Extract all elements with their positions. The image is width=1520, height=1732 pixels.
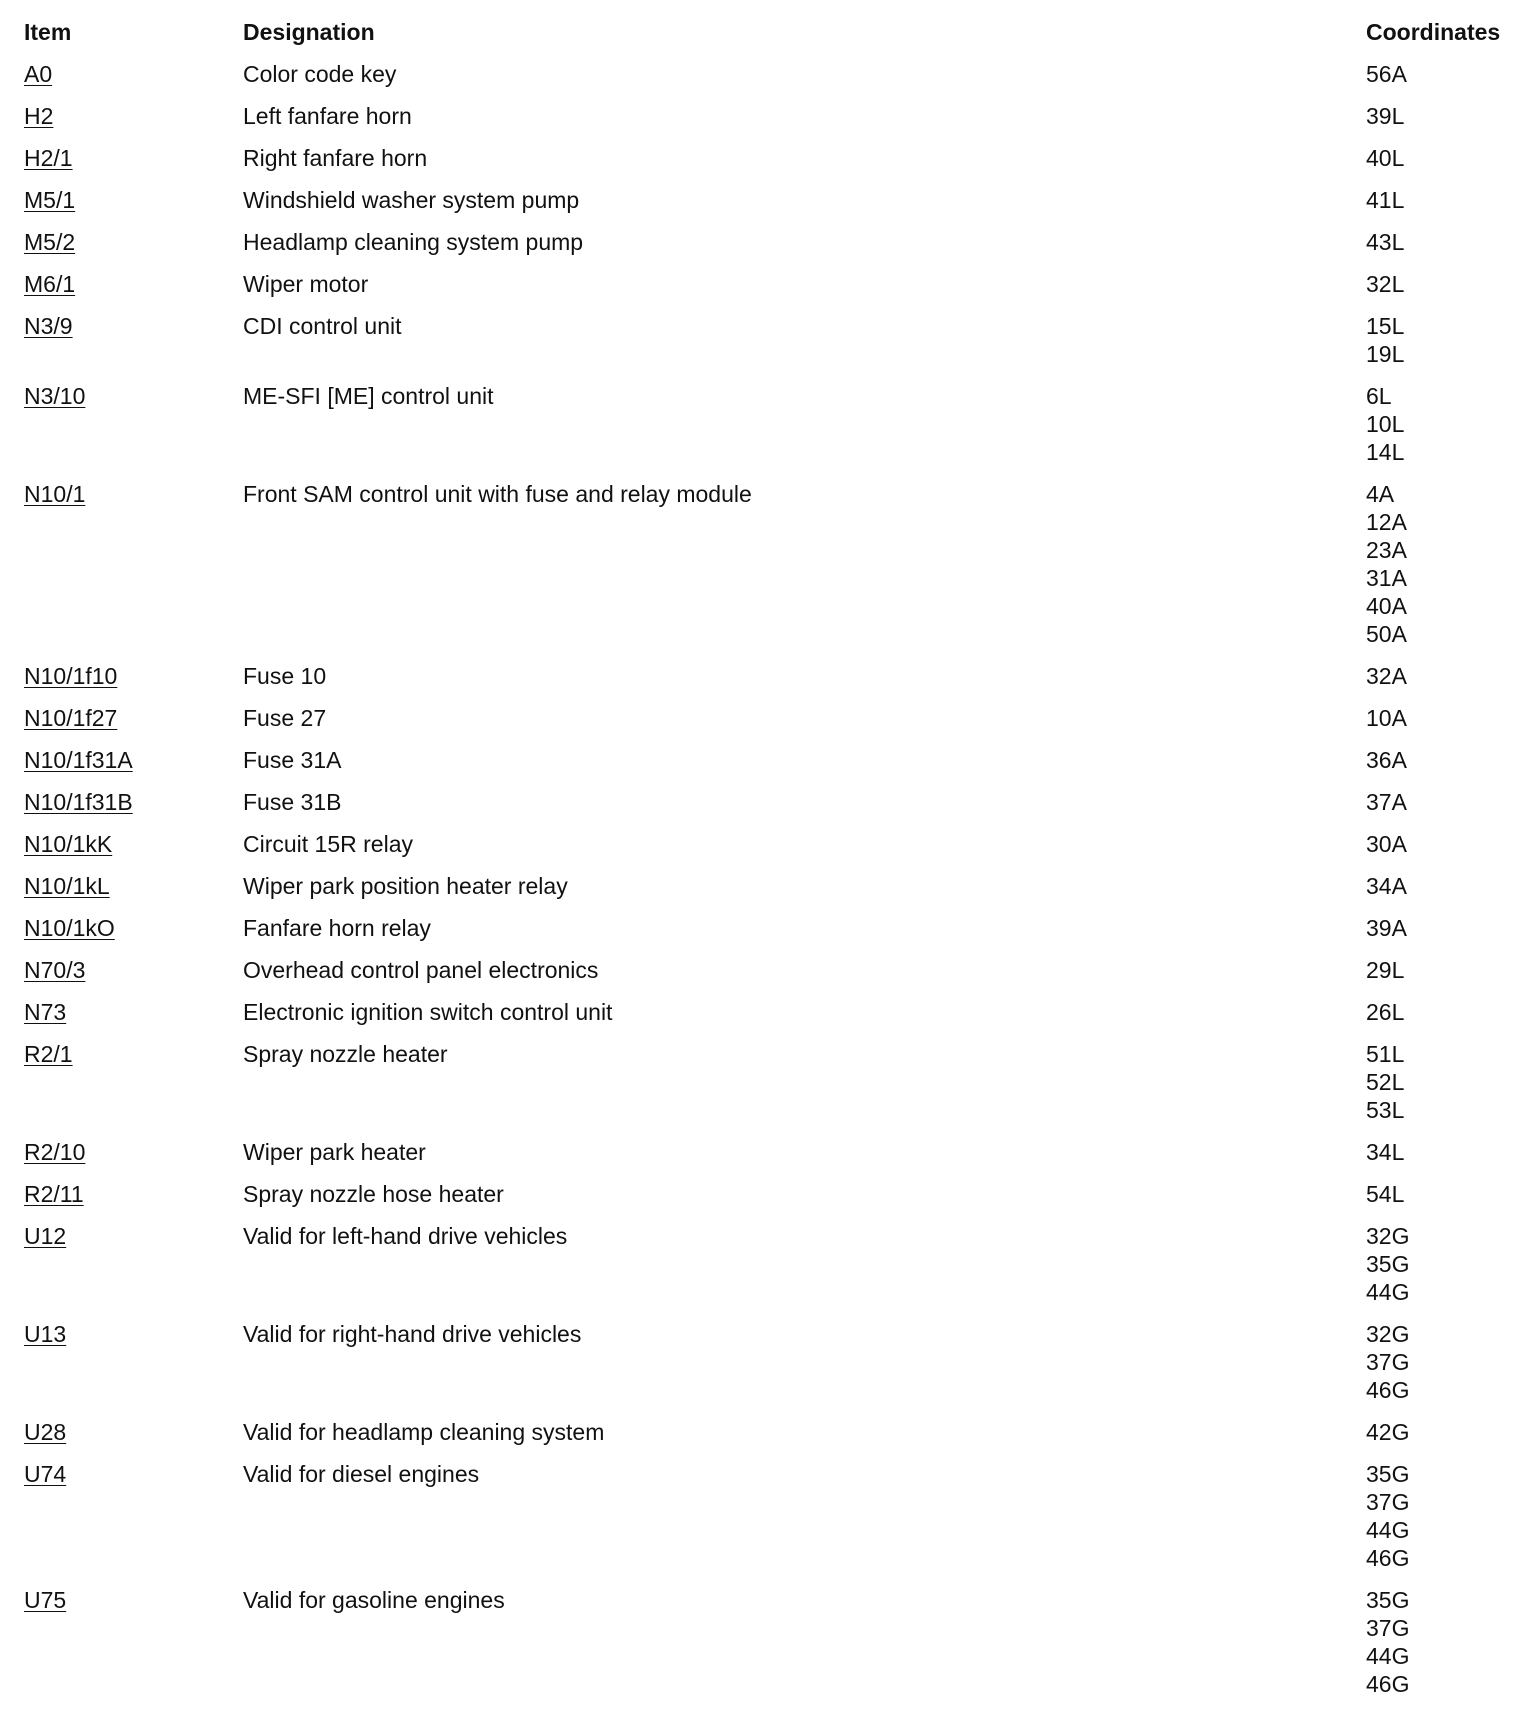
designation-cell: Circuit 15R relay [243, 831, 413, 857]
designation-cell: CDI control unit [243, 313, 402, 339]
coordinate-value: 14L [1366, 439, 1405, 465]
table-row [24, 1586, 1504, 1712]
table-row [24, 60, 1504, 102]
designation-cell: Spray nozzle hose heater [243, 1181, 504, 1207]
item-cell [24, 998, 243, 1040]
coordinates-cell [1366, 830, 1504, 872]
coordinates-cell [1366, 704, 1504, 746]
coordinate-value: 39A [1366, 915, 1407, 941]
coordinates-cell [1366, 480, 1504, 662]
item-cell [24, 746, 243, 788]
item-link[interactable]: N10/1f31B [24, 789, 133, 815]
item-cell [24, 1320, 243, 1418]
coordinates-cell [1366, 102, 1504, 144]
item-cell [24, 1180, 243, 1222]
coordinate-value: 31A [1366, 565, 1407, 591]
item-link[interactable]: N10/1kK [24, 831, 113, 857]
coordinates-cell [1366, 382, 1504, 480]
designation-cell: Fanfare horn relay [243, 915, 431, 941]
coordinates-cell [1366, 1320, 1504, 1418]
item-link[interactable]: N10/1f27 [24, 705, 118, 731]
table-row [24, 788, 1504, 830]
item-cell [24, 788, 243, 830]
designation-cell: Electronic ignition switch control unit [243, 999, 613, 1025]
item-cell [24, 704, 243, 746]
component-legend-table [24, 18, 1504, 1712]
designation-cell: Right fanfare horn [243, 145, 428, 171]
coordinates-cell [1366, 914, 1504, 956]
table-row [24, 998, 1504, 1040]
coordinate-value: 52L [1366, 1069, 1405, 1095]
coordinate-value: 40L [1366, 145, 1405, 171]
designation-cell: Overhead control panel electronics [243, 957, 599, 983]
designation-cell: ME-SFI [ME] control unit [243, 383, 494, 409]
coordinates-cell [1366, 662, 1504, 704]
item-link[interactable]: U74 [24, 1461, 67, 1487]
table-row [24, 102, 1504, 144]
item-link[interactable]: N10/1f10 [24, 663, 118, 689]
coordinate-value: 32G [1366, 1223, 1410, 1249]
item-link[interactable]: R2/1 [24, 1041, 73, 1067]
coordinate-value: 44G [1366, 1517, 1410, 1543]
coordinate-value: 41L [1366, 187, 1405, 213]
table-row [24, 228, 1504, 270]
coordinate-value: 37A [1366, 789, 1407, 815]
table-row [24, 1040, 1504, 1138]
coordinate-value: 19L [1366, 341, 1405, 367]
coordinate-value: 4A [1366, 481, 1395, 507]
item-cell [24, 480, 243, 662]
coordinate-value: 37G [1366, 1349, 1410, 1375]
item-cell [24, 102, 243, 144]
coordinate-value: 32A [1366, 663, 1407, 689]
item-link[interactable]: N3/9 [24, 313, 73, 339]
item-cell [24, 382, 243, 480]
coordinate-value: 37G [1366, 1615, 1410, 1641]
coordinate-value: 32L [1366, 271, 1405, 297]
item-link[interactable]: U13 [24, 1321, 67, 1347]
item-cell [24, 1138, 243, 1180]
designation-cell: Wiper motor [243, 271, 369, 297]
item-link[interactable]: N73 [24, 999, 67, 1025]
coordinate-value: 46G [1366, 1545, 1410, 1571]
item-cell [24, 228, 243, 270]
table-row [24, 704, 1504, 746]
header-row [24, 18, 1504, 60]
coordinate-value: 44G [1366, 1643, 1410, 1669]
coordinate-value: 23A [1366, 537, 1407, 563]
item-link[interactable]: R2/10 [24, 1139, 86, 1165]
item-link[interactable]: M6/1 [24, 271, 76, 297]
coordinate-value: 37G [1366, 1489, 1410, 1515]
coordinates-cell [1366, 1460, 1504, 1586]
designation-cell: Fuse 10 [243, 663, 327, 689]
item-cell [24, 1460, 243, 1586]
coordinates-column-header: Coordinates [1366, 19, 1501, 45]
coordinate-value: 50A [1366, 621, 1407, 647]
table-row [24, 312, 1504, 382]
coordinates-cell [1366, 998, 1504, 1040]
item-link[interactable]: M5/2 [24, 229, 76, 255]
item-link[interactable]: R2/11 [24, 1181, 84, 1207]
item-link[interactable]: N10/1 [24, 481, 86, 507]
item-link[interactable]: N3/10 [24, 383, 86, 409]
table-row [24, 480, 1504, 662]
item-link[interactable]: H2/1 [24, 145, 73, 171]
designation-cell: Valid for left-hand drive vehicles [243, 1223, 568, 1249]
item-link[interactable]: N70/3 [24, 957, 86, 983]
item-cell [24, 1040, 243, 1138]
coordinate-value: 35G [1366, 1251, 1410, 1277]
coordinates-cell [1366, 1040, 1504, 1138]
designation-cell: Headlamp cleaning system pump [243, 229, 584, 255]
item-cell [24, 270, 243, 312]
designation-cell: Windshield washer system pump [243, 187, 580, 213]
coordinates-cell [1366, 228, 1504, 270]
item-link[interactable]: U12 [24, 1223, 67, 1249]
item-link[interactable]: U75 [24, 1587, 67, 1613]
item-cell [24, 312, 243, 382]
item-cell [24, 872, 243, 914]
designation-cell: Valid for headlamp cleaning system [243, 1419, 605, 1445]
table-row [24, 746, 1504, 788]
coordinate-value: 6L [1366, 383, 1392, 409]
item-cell [24, 1586, 243, 1712]
coordinate-value: 42G [1366, 1419, 1410, 1445]
coordinate-value: 53L [1366, 1097, 1405, 1123]
item-link[interactable]: N10/1kO [24, 915, 115, 941]
table-row [24, 144, 1504, 186]
designation-cell: Spray nozzle heater [243, 1041, 448, 1067]
coordinate-value: 35G [1366, 1587, 1410, 1613]
table-row [24, 1222, 1504, 1320]
designation-cell: Valid for diesel engines [243, 1461, 480, 1487]
designation-cell: Valid for right-hand drive vehicles [243, 1321, 582, 1347]
item-link[interactable]: U28 [24, 1419, 67, 1445]
coordinate-value: 43L [1366, 229, 1405, 255]
coordinate-value: 46G [1366, 1377, 1410, 1403]
item-cell [24, 662, 243, 704]
coordinate-value: 39L [1366, 103, 1405, 129]
table-row [24, 1418, 1504, 1460]
designation-cell: Fuse 31B [243, 789, 342, 815]
legend-body [24, 60, 1504, 1712]
coordinates-cell [1366, 270, 1504, 312]
coordinate-value: 51L [1366, 1041, 1405, 1067]
item-cell [24, 956, 243, 998]
coordinates-cell [1366, 1180, 1504, 1222]
coordinate-value: 10A [1366, 705, 1407, 731]
coordinates-cell [1366, 956, 1504, 998]
coordinate-value: 34A [1366, 873, 1407, 899]
designation-cell: Fuse 27 [243, 705, 327, 731]
item-link[interactable]: M5/1 [24, 187, 76, 213]
table-row [24, 830, 1504, 872]
item-cell [24, 186, 243, 228]
table-row [24, 1320, 1504, 1418]
item-cell [24, 914, 243, 956]
designation-cell: Wiper park position heater relay [243, 873, 568, 899]
coordinate-value: 12A [1366, 509, 1407, 535]
designation-cell: Front SAM control unit with fuse and relay module [243, 481, 752, 507]
coordinate-value: 34L [1366, 1139, 1405, 1165]
coordinates-cell [1366, 872, 1504, 914]
item-link[interactable]: N10/1kL [24, 873, 110, 899]
item-cell [24, 144, 243, 186]
coordinate-value: 46G [1366, 1671, 1410, 1697]
item-link[interactable]: N10/1f31A [24, 747, 133, 773]
coordinate-value: 44G [1366, 1279, 1410, 1305]
table-row [24, 872, 1504, 914]
coordinate-value: 36A [1366, 747, 1407, 773]
table-row [24, 1460, 1504, 1586]
item-cell [24, 1418, 243, 1460]
designation-cell: Left fanfare horn [243, 103, 412, 129]
designation-cell: Fuse 31A [243, 747, 342, 773]
coordinates-cell [1366, 746, 1504, 788]
designation-cell: Valid for gasoline engines [243, 1587, 505, 1613]
coordinates-cell [1366, 186, 1504, 228]
coordinates-cell [1366, 1138, 1504, 1180]
coordinates-cell [1366, 144, 1504, 186]
coordinate-value: 10L [1366, 411, 1405, 437]
table-row [24, 1138, 1504, 1180]
coordinates-cell [1366, 1222, 1504, 1320]
table-row [24, 1180, 1504, 1222]
designation-cell: Wiper park heater [243, 1139, 426, 1165]
designation-column-header: Designation [243, 19, 375, 45]
coordinates-cell [1366, 60, 1504, 102]
table-row [24, 662, 1504, 704]
coordinate-value: 29L [1366, 957, 1405, 983]
coordinates-cell [1366, 788, 1504, 830]
table-row [24, 382, 1504, 480]
item-column-header: Item [24, 19, 72, 45]
coordinate-value: 15L [1366, 313, 1405, 339]
coordinate-value: 56A [1366, 61, 1407, 87]
item-cell [24, 60, 243, 102]
coordinates-cell [1366, 312, 1504, 382]
table-row [24, 270, 1504, 312]
item-link[interactable]: H2 [24, 103, 54, 129]
coordinate-value: 26L [1366, 999, 1405, 1025]
item-cell [24, 1222, 243, 1320]
coordinates-cell [1366, 1586, 1504, 1712]
coordinate-value: 32G [1366, 1321, 1410, 1347]
table-row [24, 914, 1504, 956]
table-row [24, 186, 1504, 228]
coordinate-value: 40A [1366, 593, 1407, 619]
coordinate-value: 35G [1366, 1461, 1410, 1487]
coordinates-cell [1366, 1418, 1504, 1460]
item-cell [24, 830, 243, 872]
coordinate-value: 30A [1366, 831, 1407, 857]
coordinate-value: 54L [1366, 1181, 1405, 1207]
item-link[interactable]: A0 [24, 61, 53, 87]
table-row [24, 956, 1504, 998]
designation-cell: Color code key [243, 61, 397, 87]
